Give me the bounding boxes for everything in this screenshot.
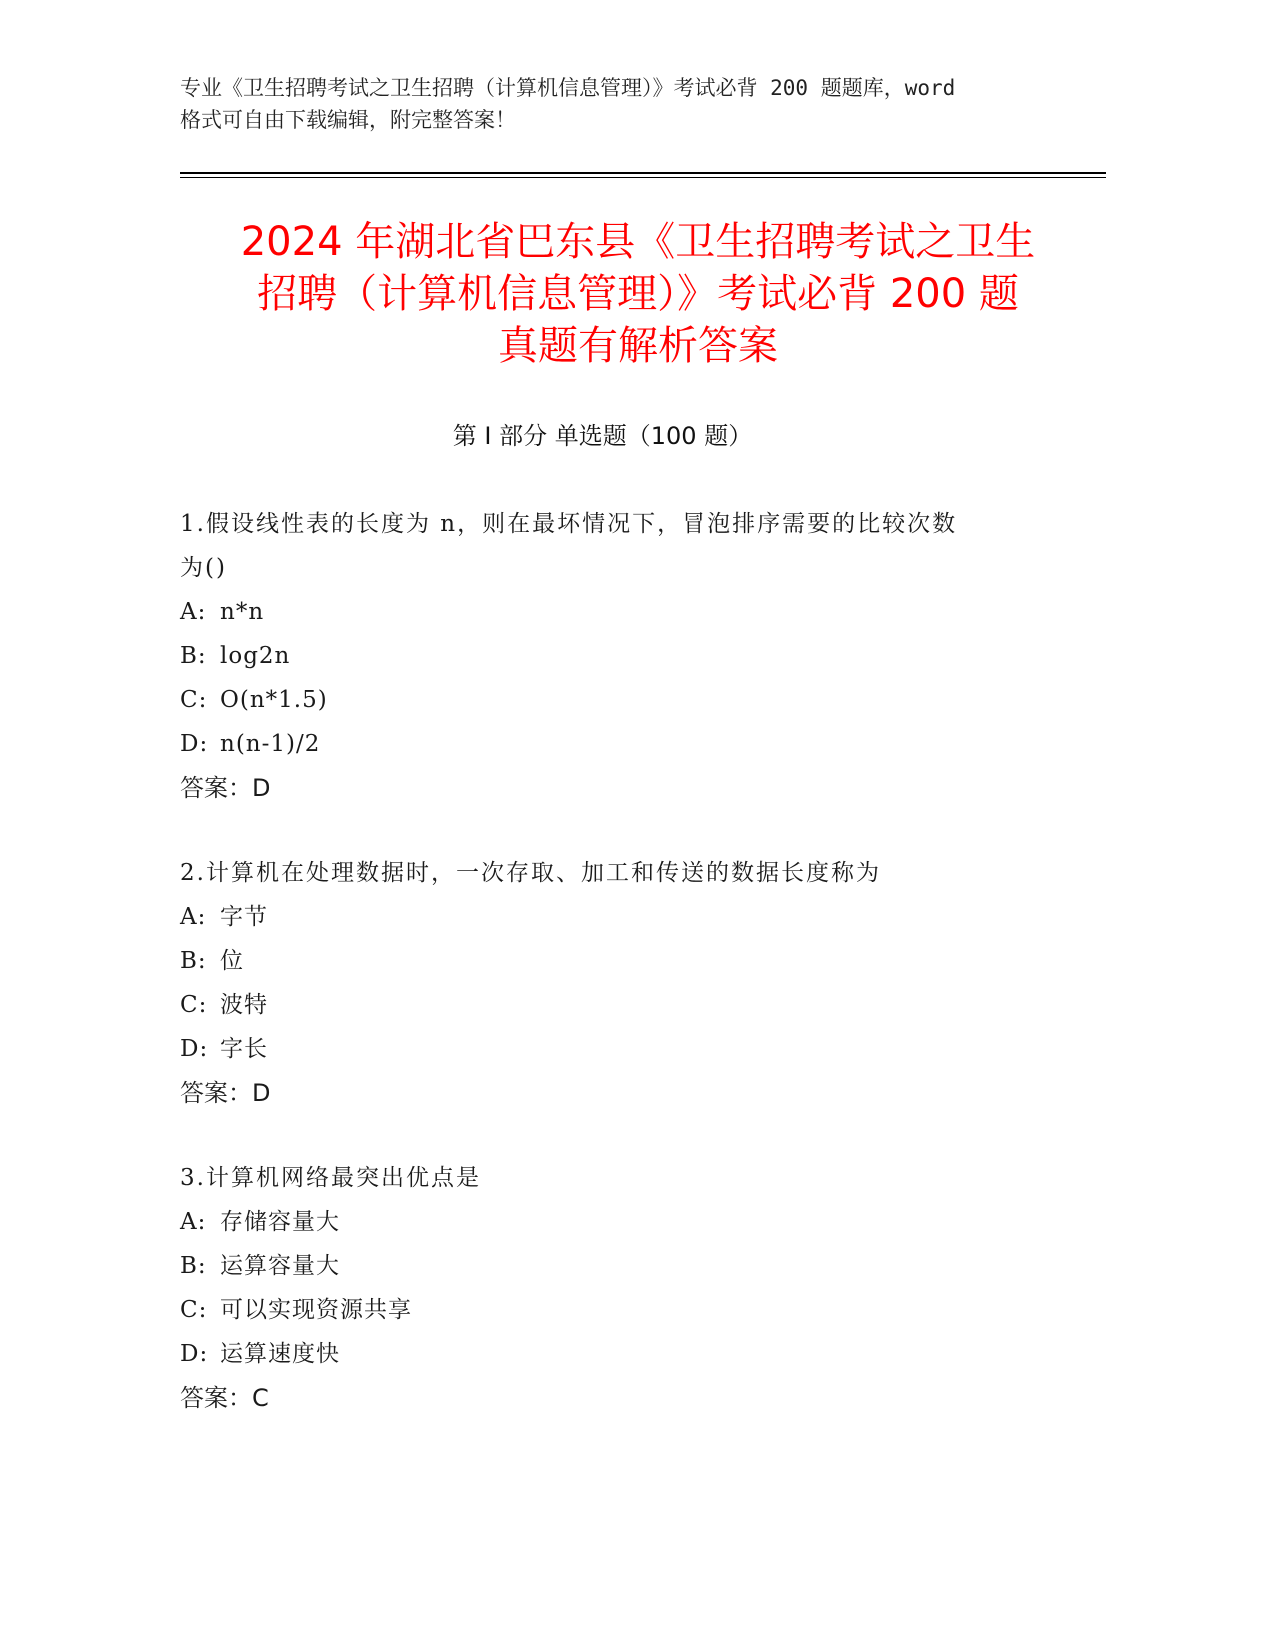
option-text: 波特 <box>220 992 268 1018</box>
option-text: 位 <box>220 948 244 974</box>
option-text: O(n*1.5) <box>220 687 328 713</box>
option-text: 存储容量大 <box>220 1209 340 1235</box>
header-note-line-2: 格式可自由下载编辑，附完整答案！ <box>180 108 516 132</box>
option-text: 字长 <box>220 1036 268 1062</box>
option-key: C: <box>180 992 208 1018</box>
option-d <box>180 722 1060 766</box>
option-text: n*n <box>220 599 265 625</box>
option-d <box>180 1332 1060 1376</box>
header-note <box>180 72 1060 136</box>
option-b <box>180 939 1060 983</box>
question-stem-line: 1.假设线性表的长度为 n，则在最坏情况下，冒泡排序需要的比较次数 <box>180 511 958 537</box>
question-stem <box>180 1156 1060 1200</box>
option-text: 可以实现资源共享 <box>220 1297 412 1323</box>
option-c <box>180 1288 1060 1332</box>
question-item <box>180 1156 1060 1420</box>
question-stem <box>180 502 1060 590</box>
question-item <box>180 502 1060 810</box>
option-a <box>180 1200 1060 1244</box>
option-text: 字节 <box>220 904 268 930</box>
option-key: A: <box>180 904 207 930</box>
option-key: B: <box>180 1253 207 1279</box>
option-key: C: <box>180 1297 208 1323</box>
option-c <box>180 678 1060 722</box>
option-d <box>180 1027 1060 1071</box>
document-title <box>150 216 1126 372</box>
question-item <box>180 851 1060 1115</box>
option-key: D: <box>180 1036 209 1062</box>
section-heading: 第 I 部分 单选题（100 题） <box>452 422 753 450</box>
option-b <box>180 634 1060 678</box>
question-stem-line: 3.计算机网络最突出优点是 <box>180 1165 481 1191</box>
answer-line: 答案：D <box>180 1079 271 1107</box>
option-text: 运算容量大 <box>220 1253 340 1279</box>
option-a <box>180 895 1060 939</box>
document-title-line-3: 真题有解析答案 <box>498 323 778 369</box>
header-divider-thick <box>180 172 1106 174</box>
question-stem-line: 2.计算机在处理数据时，一次存取、加工和传送的数据长度称为 <box>180 860 881 886</box>
question-stem <box>180 851 1060 895</box>
header-note-line-1: 专业《卫生招聘考试之卫生招聘（计算机信息管理）》考试必背 200 题题库，word <box>180 76 956 100</box>
option-key: C: <box>180 687 208 713</box>
option-key: A: <box>180 599 207 625</box>
option-b <box>180 1244 1060 1288</box>
option-key: B: <box>180 643 207 669</box>
option-key: A: <box>180 1209 207 1235</box>
option-c <box>180 983 1060 1027</box>
document-title-line-2: 招聘（计算机信息管理）》考试必背 200 题 <box>257 271 1019 317</box>
option-text: log2n <box>220 643 291 669</box>
question-stem-line: 为() <box>180 555 227 581</box>
document-title-line-1: 2024 年湖北省巴东县《卫生招聘考试之卫生 <box>240 219 1036 265</box>
option-key: D: <box>180 1341 209 1367</box>
option-text: n(n-1)/2 <box>220 731 321 757</box>
answer-line: 答案：D <box>180 774 271 802</box>
option-key: B: <box>180 948 207 974</box>
option-text: 运算速度快 <box>220 1341 340 1367</box>
option-a <box>180 590 1060 634</box>
header-divider-thin <box>180 177 1106 178</box>
answer-line: 答案：C <box>180 1384 269 1412</box>
option-key: D: <box>180 731 209 757</box>
